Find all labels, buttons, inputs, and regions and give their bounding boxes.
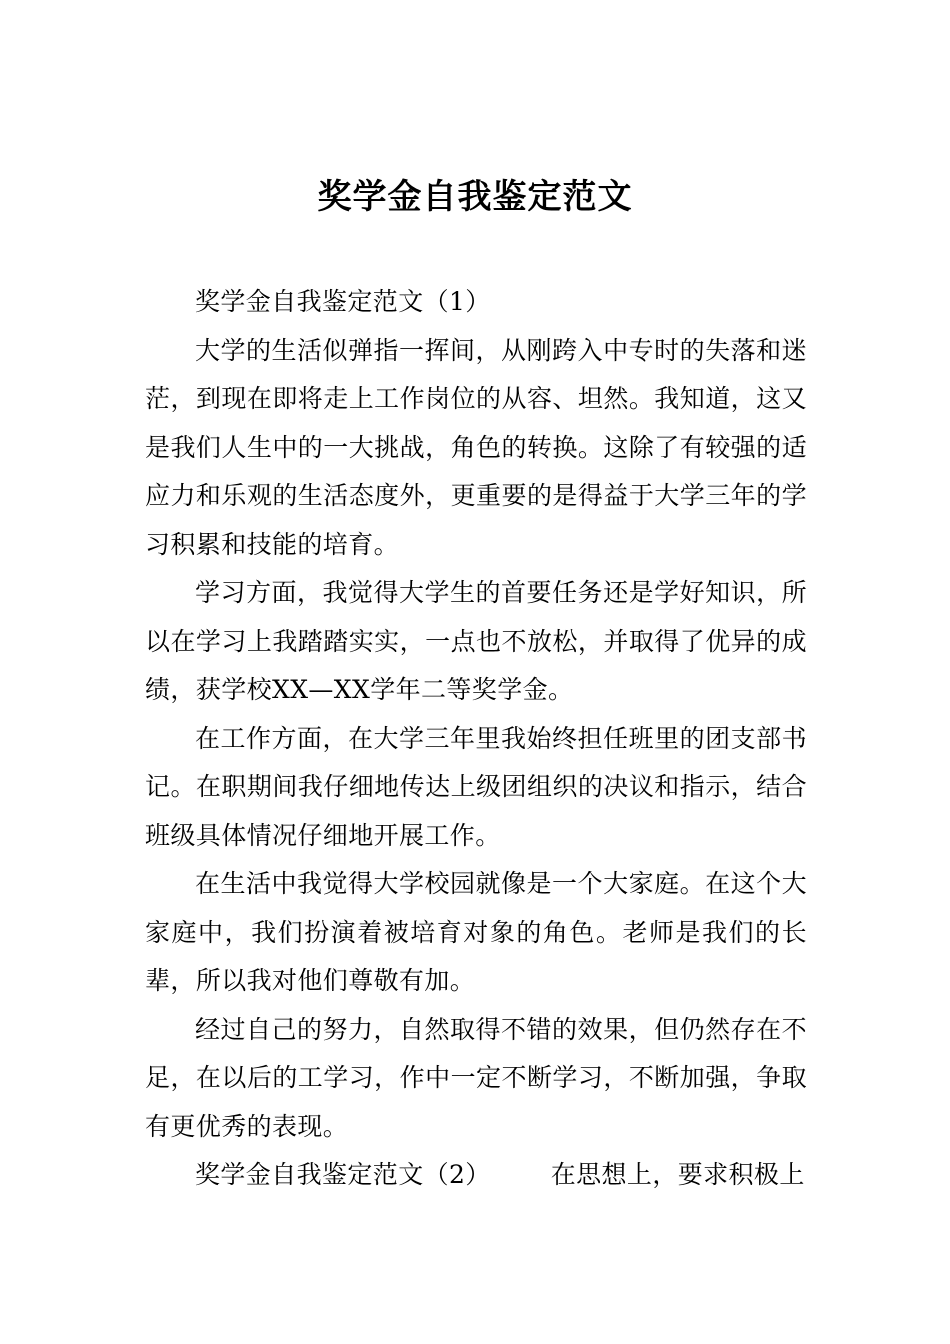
section-heading-1: 奖学金自我鉴定范文（1） (195, 287, 491, 316)
section-2-start: 在思想上，要求积极上 (550, 1160, 805, 1189)
section-heading-2-line (145, 1151, 807, 1200)
paragraph-2: 学习方面，我觉得大学生的首要任务还是学好知识，所以在学习上我踏踏实实，一点也不放松，并取得了优异的成绩，获学校XX—XX学年二等奖学金。 (145, 578, 807, 704)
paragraph-5: 经过自己的努力，自然取得不错的效果，但仍然存在不足，在以后的工学习，作中一定不断学习，不断加强，争取有更优秀的表现。 (145, 1014, 807, 1141)
document-title: 奖学金自我鉴定范文 (317, 177, 633, 217)
document-body (145, 278, 807, 1200)
paragraph-4: 在生活中我觉得大学校园就像是一个大家庭。在这个大家庭中，我们扮演着被培育对象的角色。老师是我们的长辈，所以我对他们尊敬有加。 (145, 869, 807, 995)
paragraph-3: 在工作方面，在大学三年里我始终担任班里的团支部书记。在职期间我仔细地传达上级团组织的决议和指示，结合班级具体情况仔细地开展工作。 (145, 723, 807, 850)
paragraph-1: 大学的生活似弹指一挥间，从刚跨入中专时的失落和迷茫，到现在即将走上工作岗位的从容、坦然。我知道，这又是我们人生中的一大挑战，角色的转换。这除了有较强的适应力和乐观的生活态度外，更重要的是得益于大学三年的学习积累和技能的培育。 (145, 335, 807, 559)
section-heading-2: 奖学金自我鉴定范文（2） (195, 1160, 491, 1189)
